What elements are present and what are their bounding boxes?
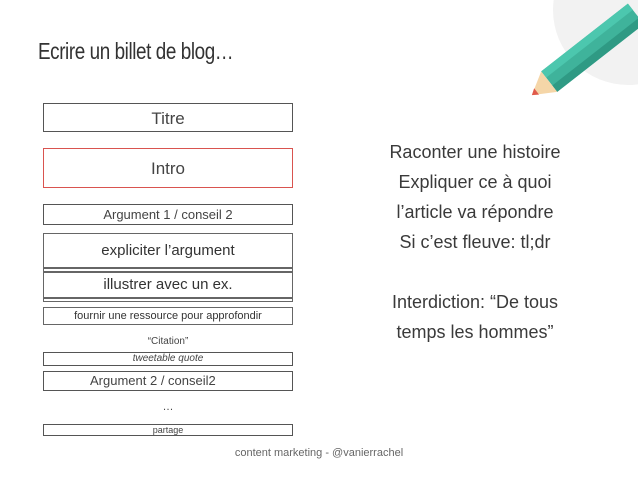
note-line: Raconter une histoire: [389, 142, 561, 162]
slide-title: Ecrire un billet de blog…: [38, 38, 234, 64]
footer-credit: content marketing - @vanierrachel: [234, 447, 404, 459]
note-line: Interdiction: “De tous: [391, 292, 559, 312]
ellipsis-label: …: [162, 401, 174, 413]
argument-detail-stack: [43, 233, 293, 325]
note-line: l’article va répondre: [396, 202, 554, 222]
note-line: temps les hommes”: [396, 322, 554, 342]
box-intro: Intro: [43, 148, 293, 188]
box-titre: Titre: [43, 103, 293, 132]
box-argument-2: Argument 2 / conseil2: [43, 371, 293, 391]
stack-divider: [43, 298, 293, 302]
notes-block-2: [345, 287, 605, 347]
notes-block-1: [345, 137, 605, 257]
box-partage: partage: [43, 424, 293, 436]
box-argument-1: Argument 1 / conseil 2: [43, 204, 293, 225]
box-fournir: fournir une ressource pour approfondir: [43, 307, 293, 325]
box-tweetable-quote: tweetable quote: [43, 352, 293, 366]
citation-label: “Citation”: [147, 336, 189, 347]
box-illustrer: illustrer avec un ex.: [43, 272, 293, 298]
box-expliciter: expliciter l’argument: [43, 233, 293, 268]
note-line: Expliquer ce à quoi: [398, 172, 552, 192]
pencil-icon: [508, 0, 638, 110]
note-line: Si c’est fleuve: tl;dr: [399, 232, 551, 252]
